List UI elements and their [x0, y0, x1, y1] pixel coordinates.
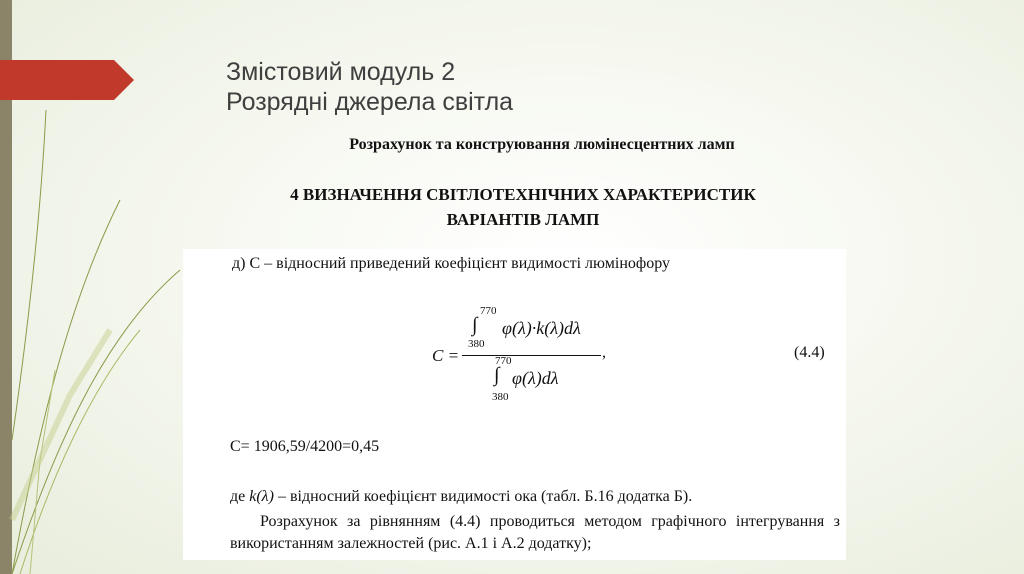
item-heading: д) С – відносний приведений коефіцієнт видимості люмінофору — [232, 255, 671, 272]
upper-limit-top: 770 — [480, 305, 497, 317]
title-line-2: Розрядні джерела світла — [226, 88, 514, 116]
section-line-1: 4 ВИЗНАЧЕННЯ СВІТЛОТЕХНІЧНИХ ХАРАКТЕРИСТИК — [290, 185, 756, 204]
formula-numerator: φ(λ)·k(λ)dλ — [502, 318, 581, 338]
formula-lhs: C = — [432, 346, 460, 365]
section-heading — [0, 182, 1024, 232]
formula-denominator: φ(λ)dλ — [512, 368, 559, 388]
lower-limit-top: 380 — [468, 338, 485, 350]
integral-sign-bottom: ∫ — [494, 364, 500, 386]
lower-limit-bottom: 380 — [492, 391, 509, 403]
fraction-line — [462, 355, 601, 356]
where-rest: – відносний коефіцієнт видимості ока (табл. Б.16 додатка Б). — [273, 488, 693, 505]
section-line-2: ВАРІАНТІВ ЛАМП — [446, 210, 600, 229]
explanation-paragraph: Розрахунок за рівнянням (4.4) проводиться методом графічного інтегрування з використанням залежностей (рис. А.1 і А.2 додатку); — [230, 513, 840, 552]
where-symbol: k(λ) — [249, 488, 274, 505]
integral-sign-top: ∫ — [472, 314, 478, 336]
title-arrow — [0, 60, 140, 100]
slide-subtitle: Розрахунок та конструювання люмінесцентних ламп — [349, 136, 735, 153]
upper-limit-bottom: 770 — [495, 355, 512, 367]
title-line-1: Змістовий модуль 2 — [226, 58, 456, 86]
formula-comma: , — [602, 344, 606, 361]
slide-title — [226, 57, 513, 117]
calculation-text: С= 1906,59/4200=0,45 — [230, 438, 380, 455]
where-prefix: де — [230, 488, 250, 505]
formula-number: (4.4) — [794, 344, 825, 361]
where-line — [230, 488, 692, 506]
